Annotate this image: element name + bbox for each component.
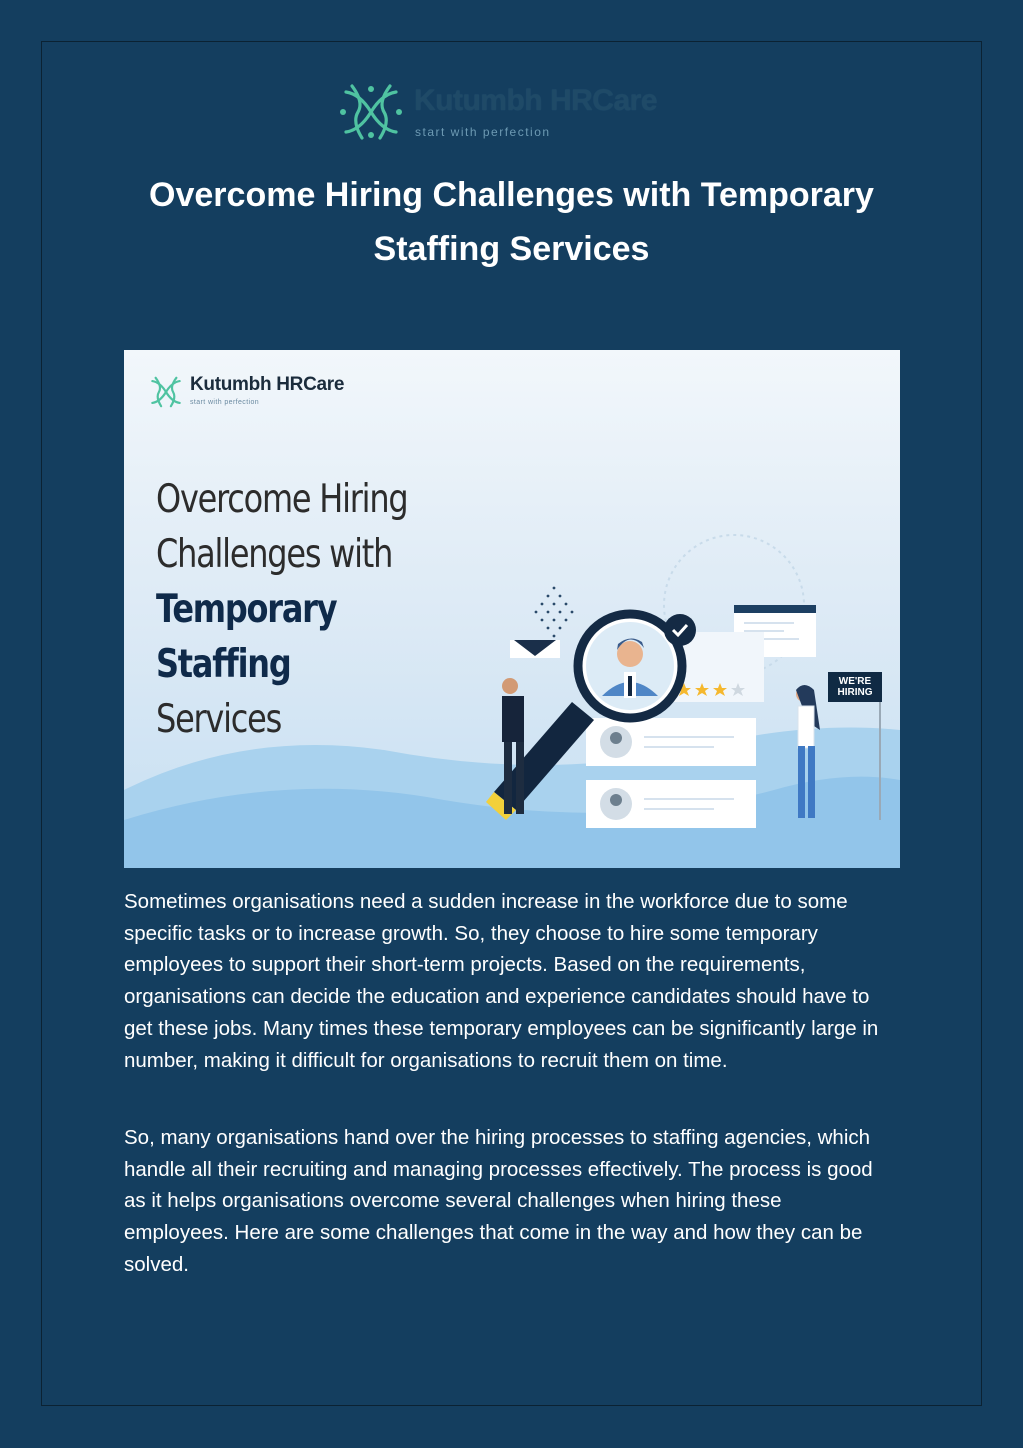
document-title: Overcome Hiring Challenges with Temporary Staffing Services <box>149 176 874 268</box>
body-paragraph: Sometimes organisations need a sudden increase in the workforce due to some specific tasks or to increase growth. So, they choose to hire some temporary employees to support their short-term projects. Based on the requirements, organisations can decide the education and experience candidates should have to get these jobs. Many times these temporary employees can be significantly large in number, making it difficult for organisations to recruit them on time. <box>124 890 879 1072</box>
body-paragraph: So, many organisations hand over the hiring processes to staffing agencies, which handle all their recruiting and managing processes effectively. The process is good as it helps organisations overcome several challenges when hiring these employees. Here are some challenges that come in the way and how they can be solved. <box>124 1126 873 1276</box>
hero-logo-tagline: start with perfection <box>190 399 260 406</box>
hero-headline-accent: Temporary Staffing <box>156 587 337 687</box>
hero-logo-brand: Kutumbh HRCare <box>190 374 345 395</box>
hero-banner-image <box>124 350 900 868</box>
kutumbh-logo-icon <box>338 80 404 144</box>
header-logo <box>338 80 698 144</box>
hero-headline-line: Services <box>156 697 282 742</box>
hero-headline-line: Challenges with <box>156 532 393 577</box>
logo-tagline: start with perfection <box>415 125 551 139</box>
hero-headline-line: Overcome Hiring <box>156 477 408 522</box>
hiring-badge: WE'RE HIRING <box>828 672 882 702</box>
logo-brand-name: Kutumbh HRCare <box>414 84 658 117</box>
recruitment-magnifier-illustration <box>124 350 900 868</box>
